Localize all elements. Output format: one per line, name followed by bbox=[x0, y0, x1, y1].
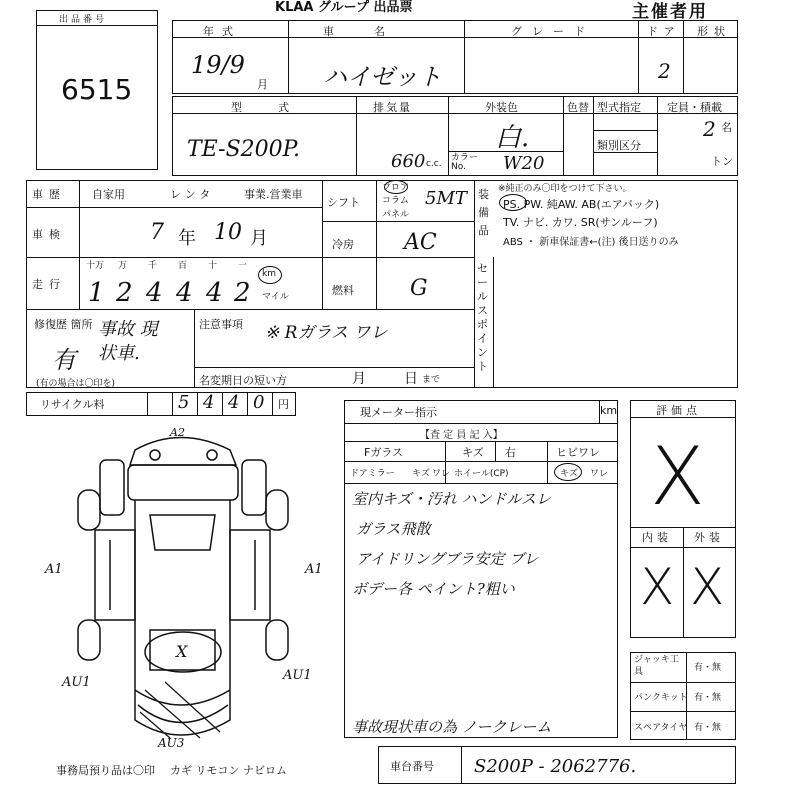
mileage-digit-3: 4 bbox=[146, 278, 163, 308]
meter-unit: km bbox=[600, 404, 618, 417]
name-change-until: まで bbox=[422, 375, 441, 385]
history-business: 事業.営業車 bbox=[244, 188, 303, 201]
door-label: ドア bbox=[647, 25, 681, 38]
displacement-label: 排気量 bbox=[373, 101, 412, 114]
capacity-value: 2 bbox=[703, 117, 716, 141]
mileage-unit-1: 一 bbox=[238, 261, 248, 271]
door-value: 2 bbox=[658, 59, 671, 83]
class-label: 類別区分 bbox=[597, 139, 641, 152]
scratch-label-3: キズ bbox=[560, 469, 578, 479]
diagram-mark-left: A1 bbox=[45, 562, 63, 577]
exterior-value: X bbox=[690, 558, 725, 616]
shift-option-floor: フロア bbox=[382, 183, 410, 193]
recycle-digit-2: 4 bbox=[203, 392, 215, 413]
repair-location: 事故 現状車. bbox=[98, 319, 158, 364]
repair-value: 有 bbox=[52, 346, 76, 374]
spare-tire-label: スペアタイヤ bbox=[634, 723, 688, 733]
capacity-unit-person: 名 bbox=[721, 121, 732, 134]
model-spec-label: 型式指定 bbox=[597, 101, 641, 114]
chassis-label: 車台番号 bbox=[390, 760, 434, 773]
name-label: 車名 bbox=[323, 25, 425, 38]
capacity-label: 定員・積載 bbox=[667, 101, 722, 114]
mileage-digit-6: 2 bbox=[234, 278, 251, 308]
fuel-value: G bbox=[410, 276, 428, 301]
name-change-day: 日 bbox=[404, 371, 418, 387]
diagram-mark-top: A2 bbox=[170, 426, 185, 439]
mileage-digit-2: 2 bbox=[116, 278, 133, 308]
diagram-mark-rear-left: AU1 bbox=[62, 675, 91, 690]
remark-4: ボデー各 ペイント?粗い bbox=[352, 580, 515, 598]
puncture-kit-label: パンクキット bbox=[634, 693, 688, 703]
crack-label-1: ワレ bbox=[432, 469, 451, 479]
aircon-label: 冷房 bbox=[332, 238, 354, 251]
lot-label: 出品番号 bbox=[59, 15, 108, 25]
assessor-label: 【査 定 員 記 入】 bbox=[420, 430, 503, 441]
remark-2: ガラス飛散 bbox=[356, 520, 431, 538]
history-rental: レンタ bbox=[170, 188, 215, 201]
capacity-unit-ton: トン bbox=[711, 155, 733, 168]
equipment-line3: ABS ・ 新車保証書←(注) 後日送りのみ bbox=[503, 237, 679, 248]
spare-tire-value: 有・無 bbox=[694, 723, 722, 733]
basic-info-box bbox=[172, 20, 738, 94]
grade-label: グレード bbox=[511, 25, 595, 38]
sales-point-label: セールスポイント bbox=[477, 262, 488, 373]
rating-label: 評価点 bbox=[656, 404, 701, 417]
mileage-unit-10k: 万 bbox=[118, 261, 128, 271]
chip-label: ヒビワレ bbox=[556, 446, 600, 459]
equipment-note: ※純正のみ〇印をつけて下さい。 bbox=[498, 184, 632, 194]
remark-5: 事故現状車の為 ノークレーム bbox=[352, 718, 552, 736]
history-private: 自家用 bbox=[92, 188, 125, 201]
recycle-unit: 円 bbox=[278, 398, 289, 411]
jack-label: ジャッキ工具 bbox=[634, 655, 679, 677]
sponsor-label: 主催者用 bbox=[632, 2, 708, 22]
mileage-unit-1k: 千 bbox=[148, 261, 158, 271]
diagram-mark-rear-x: X bbox=[176, 642, 188, 661]
mileage-digit-1: 1 bbox=[88, 278, 105, 308]
remark-3: アイドリングブラ安定 ブレ bbox=[356, 550, 539, 568]
displacement-value: 660 bbox=[391, 151, 426, 172]
header-title-fragment: KLAA グループ 出品票 bbox=[275, 0, 413, 15]
repair-label: 修復歴 箇所 bbox=[34, 318, 93, 331]
interior-value: X bbox=[640, 558, 675, 616]
recycle-label: リサイクル料 bbox=[40, 398, 105, 411]
mileage-digit-5: 4 bbox=[206, 278, 223, 308]
model-type-label: 型式 bbox=[231, 101, 325, 114]
inspection-year: 7 bbox=[150, 220, 164, 245]
mileage-unit-100: 百 bbox=[178, 261, 188, 271]
km-circle bbox=[258, 266, 282, 284]
color-change-label: 色替 bbox=[567, 101, 589, 114]
inspection-month-unit: 月 bbox=[250, 228, 268, 249]
exterior-color-label: 外装色 bbox=[485, 101, 518, 114]
wheel-label: ホイール(CP) bbox=[454, 469, 509, 479]
year-label: 年式 bbox=[203, 25, 241, 38]
recycle-digit-3: 4 bbox=[228, 392, 240, 413]
shift-option-panel: パネル bbox=[382, 210, 410, 220]
notes-value: ※ Rガラス ワレ bbox=[265, 323, 388, 343]
aircon-value: AC bbox=[404, 230, 437, 255]
mileage-mile: マイル bbox=[262, 292, 289, 302]
history-label: 車歴 bbox=[32, 188, 66, 201]
lot-number: 6515 bbox=[61, 73, 133, 106]
ps-circle bbox=[499, 194, 527, 211]
exterior-color-value: 白. bbox=[495, 123, 530, 153]
shape-label: 形状 bbox=[697, 25, 731, 38]
diagram-mark-rear-right: AU1 bbox=[283, 668, 312, 683]
meter-label: 現メーター指示 bbox=[360, 406, 437, 419]
remark-1: 室内キズ・汚れ ハンドルスレ bbox=[352, 490, 552, 508]
exterior-label: 外装 bbox=[694, 531, 724, 544]
cc-unit: c.c. bbox=[426, 159, 442, 169]
mileage-unit-10: 十 bbox=[208, 261, 218, 271]
model-info-box bbox=[172, 96, 738, 176]
recycle-digit-1: 5 bbox=[178, 392, 190, 413]
wheel-scratch-circle bbox=[554, 463, 582, 481]
inspection-year-unit: 年 bbox=[178, 228, 196, 249]
shift-label: シフト bbox=[327, 196, 360, 209]
mileage-digit-4: 4 bbox=[176, 278, 193, 308]
lot-box bbox=[36, 10, 158, 170]
inspection-label: 車検 bbox=[32, 228, 66, 241]
mileage-km: km bbox=[262, 269, 276, 279]
jack-value: 有・無 bbox=[694, 663, 722, 673]
diagram-mark-bottom: AU3 bbox=[158, 736, 185, 750]
name-change-month: 月 bbox=[352, 371, 366, 387]
f-glass-label: Fガラス bbox=[364, 446, 403, 459]
right-label: 右 bbox=[505, 446, 516, 459]
scratch-label-1: キズ bbox=[462, 446, 484, 459]
door-mirror-label: ドアミラー bbox=[350, 469, 395, 479]
year-value: 19/9 bbox=[191, 51, 245, 79]
scratch-label-2: キズ bbox=[412, 469, 430, 479]
inspection-month: 10 bbox=[214, 220, 242, 245]
model-type-value: TE-S200P. bbox=[187, 137, 300, 162]
shift-floor-circle bbox=[384, 180, 408, 194]
diagram-mark-right: A1 bbox=[305, 562, 323, 577]
equipment-line1: PS. PW. 純AW. AB(エアバック) bbox=[503, 198, 660, 211]
name-value: ハイゼット bbox=[323, 63, 442, 91]
crack-label-2: ワレ bbox=[590, 469, 609, 479]
fuel-label: 燃料 bbox=[332, 284, 354, 297]
repair-note: (有の場合は〇印を) bbox=[36, 379, 116, 389]
interior-label: 内装 bbox=[642, 531, 672, 544]
recycle-digit-4: 0 bbox=[253, 392, 265, 413]
rating-value: X bbox=[650, 430, 705, 523]
color-code-value: W20 bbox=[503, 153, 545, 174]
month-unit: 月 bbox=[257, 78, 268, 91]
name-change-label: 名変期日の短い方 bbox=[199, 374, 287, 387]
car-diagram bbox=[40, 420, 340, 760]
shift-value: 5MT bbox=[425, 188, 467, 209]
footer-items: カギ リモコン ナビロム bbox=[170, 764, 287, 777]
footer-office: 事務局預り品は〇印 bbox=[56, 764, 155, 777]
notes-label: 注意事項 bbox=[199, 318, 243, 331]
puncture-kit-value: 有・無 bbox=[694, 693, 722, 703]
shift-option-column: コラム bbox=[382, 196, 409, 206]
mileage-label: 走行 bbox=[32, 278, 66, 291]
mileage-unit-100k: 十万 bbox=[86, 261, 105, 271]
equipment-label: 装備品 bbox=[478, 188, 489, 237]
color-code-label: カラーNo. bbox=[451, 153, 479, 172]
chassis-value: S200P - 2062776. bbox=[474, 756, 637, 777]
equipment-line2: TV. ナビ. カワ. SR(サンルーフ) bbox=[503, 216, 658, 229]
